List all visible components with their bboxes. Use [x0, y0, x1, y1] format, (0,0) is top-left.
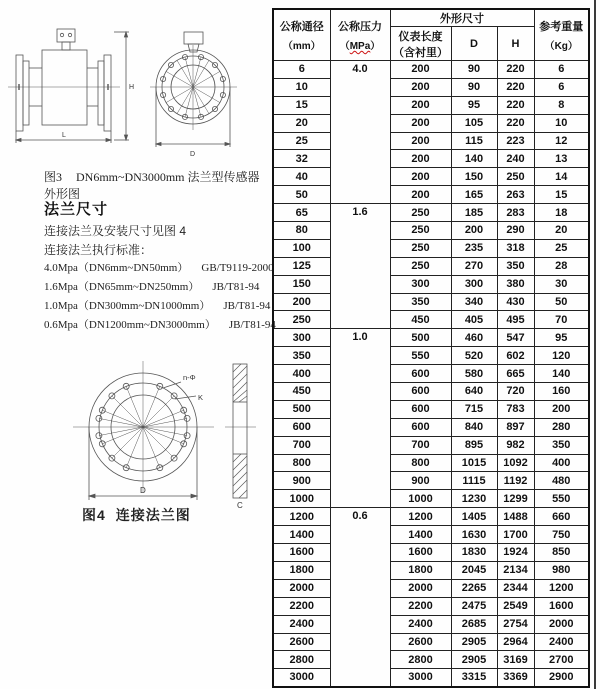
cell-meter-length: 1000: [390, 490, 451, 508]
flange-section-view: [225, 364, 256, 498]
cell-h: 2754: [497, 615, 534, 633]
cell-dn: 350: [273, 347, 330, 365]
cell-dn: 2400: [273, 615, 330, 633]
cell-d: 90: [451, 61, 497, 79]
cell-dn: 10: [273, 78, 330, 96]
cell-h: 3369: [497, 669, 534, 687]
header-subtitle: （含衬里）: [393, 46, 448, 59]
side-view: [8, 29, 129, 143]
cell-weight: 2700: [534, 651, 589, 669]
cell-dn: 100: [273, 239, 330, 257]
cell-d: 1630: [451, 526, 497, 544]
header-d: D: [451, 27, 497, 61]
cell-dn: 2600: [273, 633, 330, 651]
cell-h: 1092: [497, 454, 534, 472]
header-title: 公称压力: [338, 21, 382, 33]
page-edge-line: [594, 0, 596, 689]
cell-weight: 120: [534, 347, 589, 365]
cell-d: 185: [451, 204, 497, 222]
cell-d: 140: [451, 150, 497, 168]
header-reference-weight: [534, 9, 589, 61]
cell-meter-length: 600: [390, 400, 451, 418]
cell-weight: 25: [534, 239, 589, 257]
cell-h: 430: [497, 293, 534, 311]
cell-dn: 800: [273, 454, 330, 472]
cell-dn: 2800: [273, 651, 330, 669]
cell-dn: 1600: [273, 544, 330, 562]
cell-h: 2134: [497, 561, 534, 579]
cell-h: 283: [497, 204, 534, 222]
cell-weight: 6: [534, 78, 589, 96]
dimension-table-wrap: [272, 8, 590, 688]
cell-meter-length: 200: [390, 114, 451, 132]
cell-dn: 50: [273, 186, 330, 204]
cell-meter-length: 250: [390, 222, 451, 240]
cell-d: 2905: [451, 651, 497, 669]
cell-meter-length: 450: [390, 311, 451, 329]
cell-h: 220: [497, 96, 534, 114]
cell-weight: 12: [534, 132, 589, 150]
cell-meter-length: 700: [390, 436, 451, 454]
flange-note-line2: 连接法兰执行标准：: [44, 243, 153, 257]
standard-range: 1.6Mpa（DN65mm~DN250mm）: [44, 281, 200, 293]
cell-dn: 400: [273, 365, 330, 383]
cell-weight: 2400: [534, 633, 589, 651]
cell-weight: 140: [534, 365, 589, 383]
standard-line: [44, 259, 274, 278]
cell-meter-length: 200: [390, 150, 451, 168]
cell-d: 300: [451, 275, 497, 293]
cell-weight: 50: [534, 293, 589, 311]
figure4-number: 图4: [82, 507, 106, 523]
cell-dn: 125: [273, 257, 330, 275]
cell-dn: 6: [273, 61, 330, 79]
figure3-caption: [44, 168, 269, 202]
cell-dn: 700: [273, 436, 330, 454]
table-row: [273, 150, 589, 168]
table-row: [273, 96, 589, 114]
cell-weight: 2000: [534, 615, 589, 633]
cell-d: 1405: [451, 508, 497, 526]
cell-meter-length: 1200: [390, 508, 451, 526]
cell-meter-length: 250: [390, 257, 451, 275]
cell-dn: 2200: [273, 597, 330, 615]
header-unit: （Kg）: [544, 41, 578, 52]
label-n-phi: n-Φ: [183, 373, 196, 382]
cell-weight: 20: [534, 222, 589, 240]
cell-dn: 200: [273, 293, 330, 311]
cell-h: 240: [497, 150, 534, 168]
cell-weight: 95: [534, 329, 589, 347]
cell-meter-length: 3000: [390, 669, 451, 687]
cell-d: 405: [451, 311, 497, 329]
cell-h: 1192: [497, 472, 534, 490]
cell-weight: 280: [534, 418, 589, 436]
cell-weight: 2900: [534, 669, 589, 687]
table-row: [273, 436, 589, 454]
cell-meter-length: 1400: [390, 526, 451, 544]
header-nominal-pressure: [330, 9, 390, 61]
cell-d: 105: [451, 114, 497, 132]
cell-weight: 13: [534, 150, 589, 168]
cell-dn: 450: [273, 383, 330, 401]
standard-range: 4.0Mpa（DN6mm~DN50mm）: [44, 262, 189, 274]
cell-meter-length: 250: [390, 239, 451, 257]
cell-dn: 32: [273, 150, 330, 168]
cell-h: 3169: [497, 651, 534, 669]
cell-h: 982: [497, 436, 534, 454]
table-row: [273, 633, 589, 651]
cell-h: 223: [497, 132, 534, 150]
standard-code: JB/T81-94: [228, 319, 276, 331]
cell-h: 2549: [497, 597, 534, 615]
table-row: [273, 347, 589, 365]
cell-h: 720: [497, 383, 534, 401]
cell-meter-length: 300: [390, 275, 451, 293]
figure4-caption: [82, 505, 191, 525]
cell-weight: 980: [534, 561, 589, 579]
cell-dn: 65: [273, 204, 330, 222]
cell-meter-length: 600: [390, 365, 451, 383]
standard-line: [44, 278, 274, 297]
flange-size-heading: 法兰尺寸: [44, 201, 109, 218]
cell-weight: 480: [534, 472, 589, 490]
cell-d: 580: [451, 365, 497, 383]
cell-h: 1488: [497, 508, 534, 526]
cell-d: 270: [451, 257, 497, 275]
cell-d: 840: [451, 418, 497, 436]
dim-label-d-front: D: [190, 151, 196, 158]
table-row: [273, 275, 589, 293]
cell-h: 897: [497, 418, 534, 436]
cell-dn: 80: [273, 222, 330, 240]
table-row: [273, 168, 589, 186]
cell-h: 220: [497, 78, 534, 96]
label-k: K: [198, 393, 204, 402]
left-panel: [0, 0, 276, 689]
cell-meter-length: 350: [390, 293, 451, 311]
dimension-table: [272, 8, 590, 688]
cell-meter-length: 2200: [390, 597, 451, 615]
table-row: [273, 186, 589, 204]
header-nominal-diameter: [273, 9, 330, 61]
cell-dn: 900: [273, 472, 330, 490]
table-row: [273, 383, 589, 401]
paren-close: ）: [370, 41, 381, 52]
figure4-connection-flange-drawing: [0, 350, 268, 512]
cell-meter-length: 2800: [390, 651, 451, 669]
dim-label-c: C: [237, 501, 243, 510]
cell-h: 318: [497, 239, 534, 257]
cell-d: 2045: [451, 561, 497, 579]
cell-weight: 350: [534, 436, 589, 454]
cell-d: 2685: [451, 615, 497, 633]
table-row: [273, 365, 589, 383]
cell-d: 1015: [451, 454, 497, 472]
table-row: [273, 78, 589, 96]
table-row: [273, 204, 589, 222]
standard-code: JB/T81-94: [223, 300, 271, 312]
cell-dn: 3000: [273, 669, 330, 687]
cell-dn: 300: [273, 329, 330, 347]
standard-line: [44, 316, 274, 335]
header-h: H: [497, 27, 534, 61]
cell-meter-length: 800: [390, 454, 451, 472]
table-row: [273, 454, 589, 472]
cell-meter-length: 1600: [390, 544, 451, 562]
cell-pressure: 1.0: [330, 329, 390, 508]
header-title: 仪表长度: [398, 30, 443, 43]
header-unit: [331, 37, 390, 52]
standard-code: GB/T9119-2000: [201, 262, 274, 274]
cell-weight: 850: [534, 544, 589, 562]
cell-meter-length: 600: [390, 418, 451, 436]
cell-meter-length: 250: [390, 204, 451, 222]
cell-dn: 1800: [273, 561, 330, 579]
cell-meter-length: 2000: [390, 579, 451, 597]
cell-d: 2905: [451, 633, 497, 651]
table-row: [273, 114, 589, 132]
cell-h: 220: [497, 61, 534, 79]
table-row: [273, 311, 589, 329]
cell-d: 340: [451, 293, 497, 311]
cell-d: 2475: [451, 597, 497, 615]
cell-dn: 1400: [273, 526, 330, 544]
cell-d: 235: [451, 239, 497, 257]
hatch-top: [233, 364, 247, 402]
table-row: [273, 239, 589, 257]
cell-dn: 20: [273, 114, 330, 132]
cell-meter-length: 200: [390, 78, 451, 96]
table-row: [273, 615, 589, 633]
table-row: [273, 651, 589, 669]
table-row: [273, 561, 589, 579]
cell-meter-length: 500: [390, 329, 451, 347]
standard-range: 1.0Mpa（DN300mm~DN1000mm）: [44, 300, 211, 312]
dim-label-h: H: [129, 84, 135, 91]
cell-h: 1924: [497, 544, 534, 562]
cell-dn: 600: [273, 418, 330, 436]
cell-d: 715: [451, 400, 497, 418]
table-row: [273, 400, 589, 418]
cell-h: 495: [497, 311, 534, 329]
table-row: [273, 472, 589, 490]
table-row: [273, 597, 589, 615]
figure4-title: 连接法兰图: [115, 507, 191, 523]
cell-dn: 2000: [273, 579, 330, 597]
standard-range: 0.6Mpa（DN1200mm~DN3000mm）: [44, 319, 216, 331]
cell-weight: 400: [534, 454, 589, 472]
cell-weight: 30: [534, 275, 589, 293]
cell-dn: 1200: [273, 508, 330, 526]
cell-weight: 70: [534, 311, 589, 329]
header-meter-length: [390, 27, 451, 61]
cell-meter-length: 900: [390, 472, 451, 490]
cell-dn: 15: [273, 96, 330, 114]
cell-h: 250: [497, 168, 534, 186]
cell-d: 165: [451, 186, 497, 204]
cell-weight: 550: [534, 490, 589, 508]
hatch-bottom: [233, 454, 247, 498]
cell-d: 520: [451, 347, 497, 365]
cell-pressure: 4.0: [330, 61, 390, 204]
dim-label-l: L: [62, 132, 66, 139]
cell-dn: 250: [273, 311, 330, 329]
paren-open: （: [339, 41, 350, 52]
cell-weight: 6: [534, 61, 589, 79]
cell-meter-length: 1800: [390, 561, 451, 579]
cell-meter-length: 2600: [390, 633, 451, 651]
standard-line: [44, 297, 274, 316]
cell-h: 2964: [497, 633, 534, 651]
cell-h: 1700: [497, 526, 534, 544]
figure3-sensor-outline-drawing: [0, 25, 268, 165]
cell-h: 290: [497, 222, 534, 240]
cell-h: 665: [497, 365, 534, 383]
table-row: [273, 293, 589, 311]
header-title: 参考重量: [539, 21, 584, 33]
cell-d: 460: [451, 329, 497, 347]
cell-d: 640: [451, 383, 497, 401]
table-row: [273, 526, 589, 544]
cell-weight: 1200: [534, 579, 589, 597]
cell-weight: 200: [534, 400, 589, 418]
cell-meter-length: 200: [390, 132, 451, 150]
cell-weight: 14: [534, 168, 589, 186]
table-row: [273, 544, 589, 562]
figure3-number: 图3: [44, 170, 63, 184]
cell-d: 1230: [451, 490, 497, 508]
figure3-title: DN6mm~DN3000mm 法兰型传感器外形图: [44, 170, 260, 201]
mpa-unit: MPa: [349, 41, 371, 52]
table-header: [273, 9, 589, 61]
cell-weight: 750: [534, 526, 589, 544]
cell-meter-length: 200: [390, 61, 451, 79]
cell-dn: 150: [273, 275, 330, 293]
cell-meter-length: 600: [390, 383, 451, 401]
cell-weight: 10: [534, 114, 589, 132]
cell-d: 150: [451, 168, 497, 186]
cell-h: 2344: [497, 579, 534, 597]
cell-dn: 40: [273, 168, 330, 186]
cell-weight: 18: [534, 204, 589, 222]
table-row: [273, 257, 589, 275]
cell-dn: 25: [273, 132, 330, 150]
cell-d: 1830: [451, 544, 497, 562]
cell-d: 895: [451, 436, 497, 454]
header-title: 公称通径: [279, 21, 324, 33]
cell-weight: 1600: [534, 597, 589, 615]
cell-h: 547: [497, 329, 534, 347]
cell-dn: 1000: [273, 490, 330, 508]
cell-h: 220: [497, 114, 534, 132]
cell-d: 3315: [451, 669, 497, 687]
cell-h: 380: [497, 275, 534, 293]
cell-d: 2265: [451, 579, 497, 597]
cell-meter-length: 550: [390, 347, 451, 365]
cell-pressure: 1.6: [330, 204, 390, 329]
cell-weight: 8: [534, 96, 589, 114]
table-row: [273, 508, 589, 526]
table-row: [273, 132, 589, 150]
flange-note-line1: 连接法兰及安装尺寸见图 4: [44, 224, 187, 238]
dim-label-d: D: [140, 486, 146, 495]
cell-pressure: 0.6: [330, 508, 390, 687]
table-row: [273, 222, 589, 240]
cell-meter-length: 200: [390, 96, 451, 114]
cell-d: 200: [451, 222, 497, 240]
cell-weight: 660: [534, 508, 589, 526]
header-outline-dimensions: 外形尺寸: [390, 9, 534, 27]
table-row: [273, 418, 589, 436]
cell-weight: 160: [534, 383, 589, 401]
cell-meter-length: 2400: [390, 615, 451, 633]
cell-weight: 28: [534, 257, 589, 275]
cell-meter-length: 200: [390, 168, 451, 186]
table-row: [273, 669, 589, 687]
cell-h: 602: [497, 347, 534, 365]
table-row: [273, 329, 589, 347]
cell-h: 350: [497, 257, 534, 275]
cell-weight: 15: [534, 186, 589, 204]
dimension-table-body: [273, 61, 589, 687]
table-row: [273, 61, 589, 79]
header-unit: （mm）: [282, 41, 321, 52]
cell-meter-length: 200: [390, 186, 451, 204]
cell-d: 95: [451, 96, 497, 114]
cell-d: 1115: [451, 472, 497, 490]
cell-d: 115: [451, 132, 497, 150]
cell-h: 263: [497, 186, 534, 204]
cell-h: 1299: [497, 490, 534, 508]
standard-code: JB/T81-94: [212, 281, 260, 293]
cell-dn: 500: [273, 400, 330, 418]
flange-standards-list: [44, 259, 274, 335]
cell-d: 90: [451, 78, 497, 96]
table-row: [273, 490, 589, 508]
table-row: [273, 579, 589, 597]
cell-h: 783: [497, 400, 534, 418]
front-view: [150, 32, 237, 147]
